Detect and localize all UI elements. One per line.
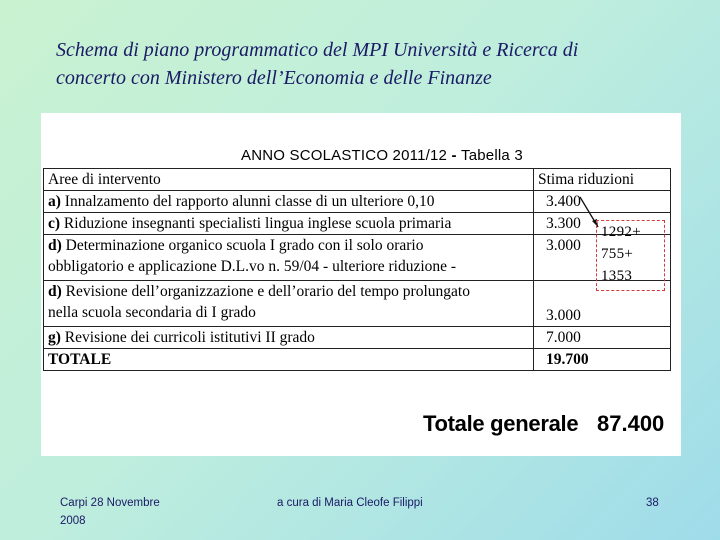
row-value: 3.300 [534,213,671,235]
slide-title [56,36,696,92]
footer-date-line-1: Carpi 28 Novembre [60,497,160,509]
row-prefix: g) [48,329,61,346]
slide-title-line-2: concerto con Ministero dell’Economia e delle Finanze [56,67,492,89]
annotation-line: 755+ [601,246,634,262]
footer-author: a cura di Maria Cleofe Filippi [277,497,423,509]
grand-total-value: 87.400 [597,411,665,436]
column-header-areas: Aree di intervento [44,169,534,191]
total-label: TOTALE [44,349,534,371]
row-text: Revisione dell’organizzazione e dell’orario del tempo prolungato [65,283,470,300]
row-text-line-2: nella scuola secondaria di I grado [48,304,256,321]
annotation-line: 1292+ [601,224,641,240]
reduction-annotation [596,220,665,291]
table-heading-year: ANNO SCOLASTICO 2011/12 [241,147,448,164]
row-value: 3.000 [534,235,671,281]
row-text: Riduzione insegnanti specialisti lingua inglese scuola primaria [63,215,452,232]
row-prefix: a) [48,193,61,210]
table-heading-suffix: Tabella 3 [461,147,523,164]
row-text: Innalzamento del rapporto alunni classe di un ulteriore 0,10 [64,193,435,210]
table-heading-separator: - [447,147,462,164]
slide-title-line-1: Schema di piano programmatico del MPI Università e Ricerca di [56,39,579,61]
row-text: Determinazione organico scuola I grado con il solo orario [65,237,424,254]
row-prefix: c) [48,215,61,232]
annotation-arrow-icon [41,113,681,456]
footer-date-line-2: 2008 [60,515,86,527]
grand-total-label: Totale generale [423,411,579,436]
row-text: Revisione dei curricoli istitutivi II grado [64,329,315,346]
table-image [41,113,681,456]
page-number: 38 [646,497,659,509]
row-prefix: d) [48,283,62,300]
column-header-estimate: Stima riduzioni [534,169,671,191]
total-value: 19.700 [534,349,671,371]
footer-date [60,494,190,530]
row-value: 7.000 [534,327,671,349]
row-text-line-2: obbligatorio e applicazione D.L.vo n. 59/04 - ulteriore riduzione - [48,258,457,275]
annotation-line: 1353 [601,268,633,284]
row-prefix: d) [48,237,62,254]
row-value: 3.000 [534,281,671,327]
row-value: 3.400 [534,191,671,213]
